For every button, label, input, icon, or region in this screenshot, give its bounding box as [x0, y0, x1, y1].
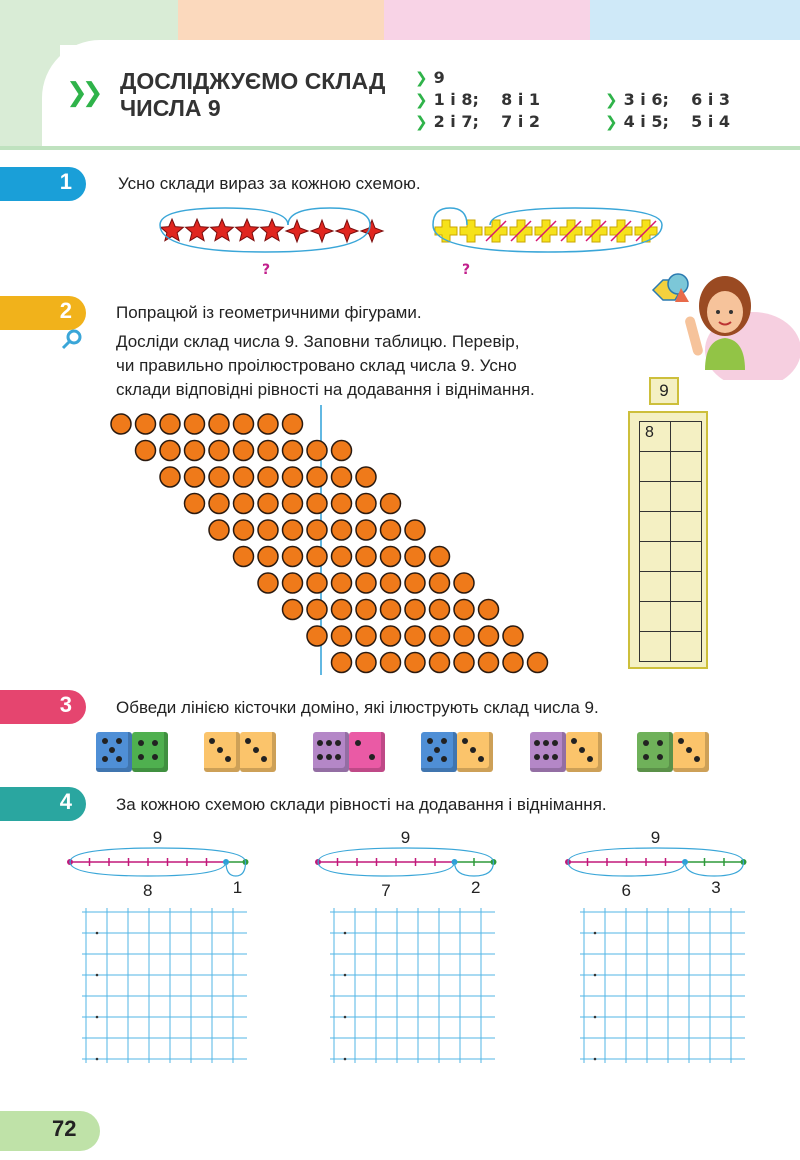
orange-dot — [307, 494, 327, 514]
domino-pip — [552, 740, 558, 746]
table-cell[interactable] — [640, 602, 671, 632]
domino-pip — [225, 756, 231, 762]
dots-grid — [0, 405, 620, 675]
orange-dot — [283, 547, 303, 567]
orange-dot — [381, 494, 401, 514]
domino-half — [132, 732, 168, 772]
task-3-text: Обведи лінією кісточки доміно, які ілюструють склад числа 9. — [116, 698, 599, 717]
orange-dot — [209, 441, 229, 461]
title-line-1: ДОСЛІДЖУЄМО СКЛАД — [120, 68, 386, 94]
orange-dot — [258, 414, 278, 434]
domino-pip — [427, 738, 433, 744]
orange-dot — [234, 520, 254, 540]
orange-dot — [430, 547, 450, 567]
orange-dot — [332, 547, 352, 567]
table-cell[interactable] — [671, 422, 702, 452]
domino-pip — [441, 756, 447, 762]
plus-shape — [510, 220, 532, 242]
header-line-3-6: ❯ 3 і 6; 6 і 3 — [605, 90, 731, 109]
orange-dot — [283, 467, 303, 487]
number-line — [563, 840, 753, 895]
domino-pip — [579, 747, 585, 753]
domino-half — [637, 732, 673, 772]
orange-dot — [454, 626, 474, 646]
orange-dot — [332, 573, 352, 593]
four-point-star-shape — [336, 220, 358, 242]
table-cell[interactable] — [671, 512, 702, 542]
plus-shape — [485, 220, 507, 242]
domino-pip — [335, 754, 341, 760]
domino-half — [204, 732, 240, 772]
domino-pip — [552, 754, 558, 760]
orange-dot — [332, 520, 352, 540]
task-2-line-4: склади відповідні рівності на додавання і віднімання. — [116, 380, 535, 399]
orange-dot — [258, 573, 278, 593]
orange-dot — [356, 547, 376, 567]
orange-dot — [356, 467, 376, 487]
orange-dot — [160, 414, 180, 434]
orange-dot — [283, 441, 303, 461]
orange-dot — [307, 520, 327, 540]
number-line — [65, 840, 255, 895]
domino-pip — [102, 738, 108, 744]
orange-dot — [454, 653, 474, 673]
domino-pip — [686, 747, 692, 753]
four-point-star-shape — [311, 220, 333, 242]
orange-dot — [430, 573, 450, 593]
orange-dot — [283, 414, 303, 434]
table-cell[interactable] — [640, 482, 671, 512]
arrow-icon: ❯ — [415, 91, 428, 109]
plus-shape — [635, 220, 657, 242]
domino-pip — [116, 756, 122, 762]
orange-dot — [430, 653, 450, 673]
orange-dot — [258, 494, 278, 514]
orange-dot — [111, 414, 131, 434]
orange-dot — [332, 600, 352, 620]
orange-dot — [332, 441, 352, 461]
table-cell[interactable] — [671, 572, 702, 602]
number-line-label-a: 7 — [381, 881, 391, 900]
domino-pip — [355, 740, 361, 746]
orange-dot — [381, 626, 401, 646]
orange-dot — [283, 600, 303, 620]
orange-dot — [332, 494, 352, 514]
domino-pip — [678, 738, 684, 744]
orange-dot — [503, 626, 523, 646]
page-number-tab — [0, 1111, 100, 1151]
domino-pip — [643, 740, 649, 746]
plus-shape — [560, 220, 582, 242]
orange-dot — [307, 573, 327, 593]
domino-half — [421, 732, 457, 772]
task-1-schemes — [0, 0, 800, 290]
number-line-label-a: 8 — [143, 881, 153, 900]
answer-grid[interactable] — [330, 908, 495, 1063]
orange-dot — [209, 414, 229, 434]
table-cell[interactable] — [671, 482, 702, 512]
plus-shape — [610, 220, 632, 242]
task-4-badge: 4 — [0, 787, 86, 821]
domino-pip — [317, 754, 323, 760]
orange-dot — [528, 653, 548, 673]
domino-pip — [102, 756, 108, 762]
domino-pip — [116, 738, 122, 744]
orange-dot — [356, 600, 376, 620]
table-cell[interactable] — [640, 572, 671, 602]
table-cell[interactable]: 8 — [640, 422, 671, 452]
orange-dot — [234, 467, 254, 487]
domino-pip — [138, 754, 144, 760]
plus-shape — [535, 220, 557, 242]
plus-shape — [435, 220, 457, 242]
table-cell[interactable] — [671, 602, 702, 632]
orange-dot — [185, 414, 205, 434]
domino-pip — [643, 754, 649, 760]
orange-dot — [209, 494, 229, 514]
orange-dot — [185, 441, 205, 461]
header-line-4-5: ❯ 4 і 5; 5 і 4 — [605, 112, 731, 131]
number-line-label-a: 6 — [621, 881, 631, 900]
four-point-star-shape — [361, 220, 383, 242]
domino-pip — [543, 740, 549, 746]
domino-pip — [326, 754, 332, 760]
orange-dot — [332, 467, 352, 487]
orange-dot — [381, 520, 401, 540]
orange-dot — [405, 573, 425, 593]
composition-table — [628, 411, 708, 669]
domino-pip — [657, 754, 663, 760]
table-cell[interactable] — [671, 632, 702, 662]
task-3-badge: 3 — [0, 690, 86, 724]
task-2-line-2: Досліди склад числа 9. Заповни таблицю. Перевір, — [116, 332, 520, 351]
arrow-icon: ❯ — [605, 91, 618, 109]
task-2-line-1: Попрацюй із геометричними фігурами. — [116, 303, 422, 322]
domino-half — [530, 732, 566, 772]
orange-dot — [381, 600, 401, 620]
domino-tile[interactable] — [530, 732, 602, 772]
orange-dot — [258, 547, 278, 567]
orange-dot — [479, 626, 499, 646]
orange-dot — [454, 573, 474, 593]
orange-dot — [503, 653, 523, 673]
orange-dot — [479, 600, 499, 620]
domino-pip — [434, 747, 440, 753]
orange-dot — [258, 520, 278, 540]
domino-pip — [152, 754, 158, 760]
domino-pip — [694, 756, 700, 762]
domino-pip — [427, 756, 433, 762]
domino-pip — [326, 740, 332, 746]
domino-half — [313, 732, 349, 772]
four-point-star-shape — [286, 220, 308, 242]
domino-pip — [253, 747, 259, 753]
header-line-9: ❯ 9 — [415, 68, 445, 87]
star-shape — [161, 219, 184, 241]
domino-pip — [534, 740, 540, 746]
task-2-line-3: чи правильно проілюстровано склад числа 9. Усно — [116, 356, 517, 375]
task-1-badge: 1 — [0, 167, 86, 201]
domino-pip — [543, 754, 549, 760]
orange-dot — [479, 653, 499, 673]
header-line-2-7: ❯ 2 і 7; 7 і 2 — [415, 112, 541, 131]
domino-pip — [209, 738, 215, 744]
table-cell[interactable] — [671, 452, 702, 482]
orange-dot — [356, 573, 376, 593]
orange-dot — [234, 494, 254, 514]
orange-dot — [160, 467, 180, 487]
orange-dot — [307, 600, 327, 620]
arrow-icon: ❯ — [415, 113, 428, 131]
orange-dot — [234, 414, 254, 434]
domino-half — [240, 732, 276, 772]
domino-half — [457, 732, 493, 772]
domino-tile[interactable] — [204, 732, 276, 772]
magnifier-icon — [60, 327, 84, 351]
table-cell[interactable] — [640, 452, 671, 482]
number-line-label-total: 9 — [400, 828, 411, 847]
teacher-illustration — [645, 270, 800, 380]
orange-dot — [454, 600, 474, 620]
star-shape — [186, 219, 209, 241]
number-line-label-b: 2 — [471, 878, 481, 897]
orange-dot — [405, 653, 425, 673]
arrow-icon: ❯ — [415, 69, 428, 87]
orange-dot — [209, 467, 229, 487]
domino-half — [96, 732, 132, 772]
orange-dot — [283, 494, 303, 514]
domino-pip — [441, 738, 447, 744]
domino-tile[interactable] — [313, 732, 385, 772]
number-line-label-total: 9 — [650, 828, 661, 847]
orange-dot — [160, 441, 180, 461]
domino-pip — [657, 740, 663, 746]
orange-dot — [307, 441, 327, 461]
task-4-text: За кожною схемою склади рівності на додавання і віднімання. — [116, 795, 607, 814]
orange-dot — [234, 441, 254, 461]
number-line-label-b: 1 — [232, 878, 243, 897]
plus-shape — [460, 220, 482, 242]
orange-dot — [209, 520, 229, 540]
domino-pip — [317, 740, 323, 746]
table-cell[interactable] — [640, 542, 671, 572]
orange-dot — [136, 414, 156, 434]
orange-dot — [381, 653, 401, 673]
task-2-badge: 2 — [0, 296, 86, 330]
domino-pip — [245, 738, 251, 744]
task-1-text: Усно склади вираз за кожною схемою. — [118, 174, 421, 193]
domino-tile[interactable] — [96, 732, 168, 772]
task-1-question-mark-1: ? — [262, 262, 271, 278]
orange-dot — [307, 547, 327, 567]
star-shape — [261, 219, 284, 241]
table-cell[interactable] — [640, 632, 671, 662]
orange-dot — [307, 626, 327, 646]
domino-tile[interactable] — [421, 732, 493, 772]
orange-dot — [234, 547, 254, 567]
orange-dot — [283, 573, 303, 593]
orange-dot — [405, 547, 425, 567]
domino-half — [349, 732, 385, 772]
domino-pip — [261, 756, 267, 762]
number-line-label-total: 9 — [152, 828, 163, 847]
domino-pip — [152, 740, 158, 746]
orange-dot — [258, 467, 278, 487]
star-shape — [211, 219, 234, 241]
title-line-2: ЧИСЛА 9 — [120, 95, 221, 121]
orange-dot — [381, 573, 401, 593]
orange-dot — [430, 626, 450, 646]
domino-pip — [335, 740, 341, 746]
header-line-1-8: ❯ 1 і 8; 8 і 1 — [415, 90, 541, 109]
orange-dot — [405, 520, 425, 540]
orange-dot — [185, 494, 205, 514]
domino-tile[interactable] — [637, 732, 709, 772]
domino-pip — [571, 738, 577, 744]
domino-pip — [534, 754, 540, 760]
composition-table-grid — [639, 421, 702, 662]
domino-pip — [217, 747, 223, 753]
answer-grid[interactable] — [580, 908, 745, 1063]
orange-dot — [356, 653, 376, 673]
orange-dot — [405, 626, 425, 646]
orange-dot — [405, 600, 425, 620]
orange-dot — [356, 494, 376, 514]
orange-dot — [356, 626, 376, 646]
orange-dot — [258, 441, 278, 461]
task-1-question-mark-2: ? — [462, 262, 471, 278]
orange-dot — [332, 626, 352, 646]
domino-pip — [470, 747, 476, 753]
domino-pip — [462, 738, 468, 744]
orange-dot — [185, 467, 205, 487]
answer-grid[interactable] — [82, 908, 247, 1063]
domino-pip — [369, 754, 375, 760]
domino-pip — [138, 740, 144, 746]
orange-dot — [283, 520, 303, 540]
arrow-icon: ❯ — [605, 113, 618, 131]
orange-dot — [430, 600, 450, 620]
table-top-label: 9 — [649, 377, 679, 405]
orange-dot — [307, 467, 327, 487]
domino-pip — [109, 747, 115, 753]
orange-dot — [356, 520, 376, 540]
domino-half — [673, 732, 709, 772]
plus-shape — [585, 220, 607, 242]
orange-dot — [332, 653, 352, 673]
domino-half — [566, 732, 602, 772]
domino-pip — [478, 756, 484, 762]
table-cell[interactable] — [671, 542, 702, 572]
orange-dot — [136, 441, 156, 461]
star-shape — [236, 219, 259, 241]
number-line-label-b: 3 — [711, 878, 721, 897]
page-number: 72 — [52, 1116, 77, 1141]
double-chevron-icon: ❯❯ — [66, 78, 98, 108]
domino-pip — [587, 756, 593, 762]
orange-dot — [381, 547, 401, 567]
table-cell[interactable] — [640, 512, 671, 542]
